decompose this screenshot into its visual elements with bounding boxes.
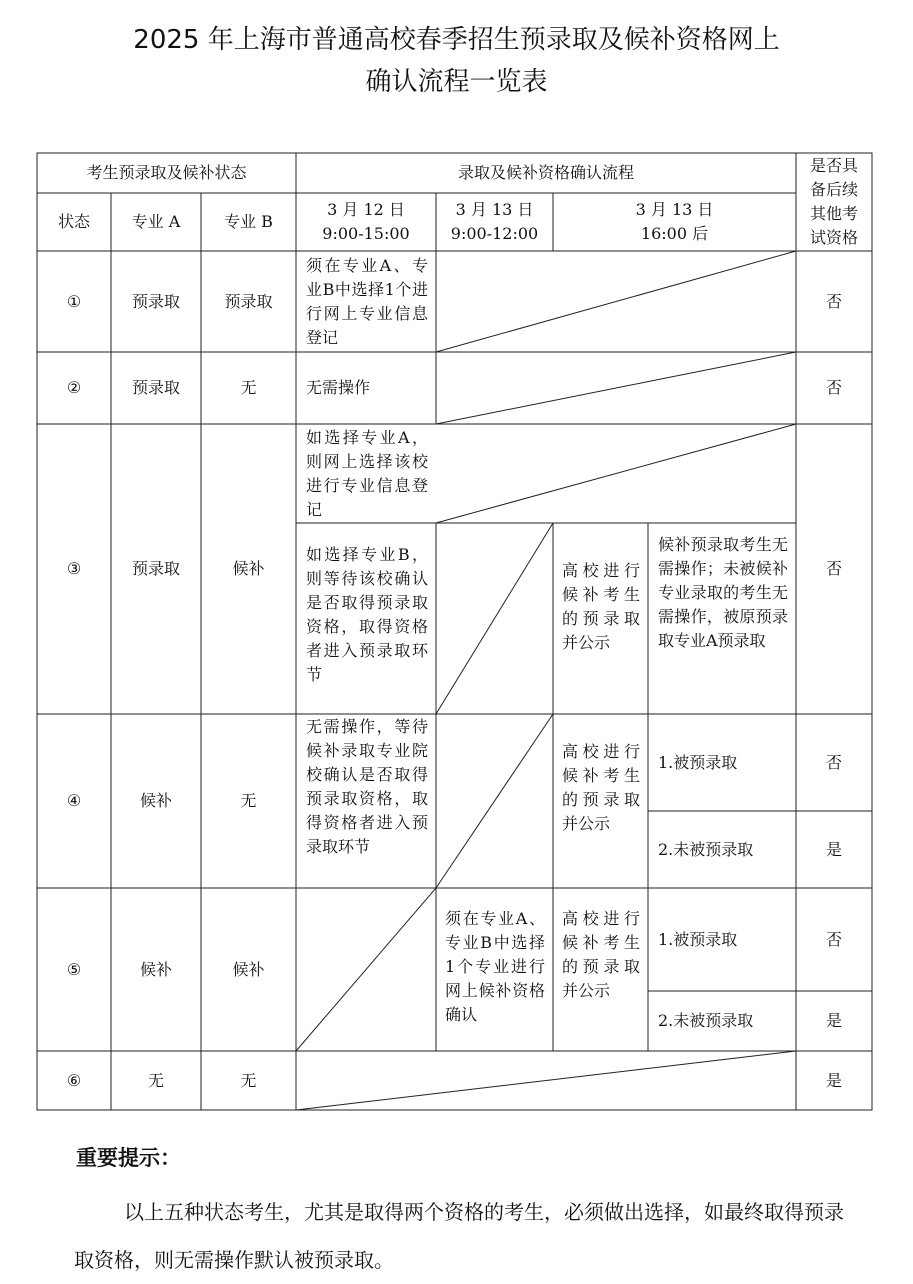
diagonal-row4	[436, 714, 553, 888]
header-col-major-b: 专业 B	[224, 212, 273, 231]
row5-outcome-2-text: 2.未被预录取	[658, 1011, 754, 1030]
row1-status: ①	[66, 291, 82, 311]
row6-major-b: 无	[240, 1070, 257, 1090]
row4-step1: 无需操作，等待候补录取专业院校确认是否取得预录取资格，取得资格者进入预录取环节	[306, 717, 428, 856]
row1-step1: 须在专业A、专业B中选择1个进行网上专业信息登记	[306, 256, 428, 347]
row5-step2: 须在专业A、专业B中选择1个专业进行网上候补资格确认	[445, 909, 545, 1024]
row5-eligibility-2: 是	[825, 1011, 842, 1030]
row3-step4: 候补预录取考生无需操作；未被候补专业录取的考生无需操作，被原预录取专业A预录取	[658, 535, 788, 650]
row2-eligibility: 否	[825, 378, 842, 397]
row5-eligibility-1: 否	[825, 929, 842, 949]
diagonal-row6	[296, 1051, 796, 1110]
diagonal-row1	[436, 251, 796, 352]
row3-eligibility: 否	[825, 559, 842, 578]
row1-major-a: 预录取	[131, 291, 180, 311]
page-title-line-2: 确认流程一览表	[365, 67, 548, 97]
row3-step1-option-b: 如选择专业B，则等待该校确认是否取得预录取资格，取得资格者进入预录取环节	[306, 545, 428, 684]
header-step1-date	[296, 193, 436, 251]
row2-major-b: 无	[240, 378, 257, 397]
header-col-status: 状态	[57, 212, 90, 231]
row6-major-a: 无	[147, 1070, 164, 1090]
row4-outcome-2-text: 2.未被预录取	[658, 839, 754, 859]
header-status-group: 考生预录取及候补状态	[86, 163, 247, 182]
row5-major-a: 候补	[139, 959, 172, 979]
header-step3-date	[553, 193, 796, 251]
row5-step3: 高校进行候补考生的预录取并公示	[562, 909, 640, 1000]
row2-major-a: 预录取	[131, 378, 180, 397]
row5-outcome-2	[648, 991, 796, 1051]
row4-outcome-2	[648, 811, 796, 888]
row3-step3: 高校进行候补考生的预录取并公示	[562, 561, 640, 652]
row4-step3: 高校进行候补考生的预录取并公示	[562, 742, 640, 833]
header-step2-date	[436, 193, 553, 251]
row5-outcome-1	[648, 888, 796, 991]
row5-status: ⑤	[66, 959, 82, 979]
row6-eligibility: 是	[825, 1070, 842, 1090]
header-time3: 16:00 后	[640, 224, 709, 243]
diagonal-row2	[436, 352, 796, 424]
row4-major-a: 候补	[139, 791, 172, 810]
row3-status: ③	[66, 559, 82, 578]
diagonal-row3b	[436, 523, 553, 714]
notes-text: 以上五种状态考生，尤其是取得两个资格的考生，必须做出选择，如最终取得预录取资格，则无需操作默认被预录取。	[74, 1200, 844, 1272]
header-process-group: 录取及候补资格确认流程	[457, 163, 634, 182]
row5-outcome-1-text: 1.被预录取	[658, 929, 738, 949]
row1-major-b: 预录取	[224, 291, 273, 311]
row2-step1: 无需操作	[306, 378, 371, 397]
header-date1: 3 月 12 日	[327, 200, 405, 219]
row2-status: ②	[66, 378, 82, 397]
row3-major-a: 预录取	[131, 559, 180, 578]
notes-heading: 重要提示：	[76, 1146, 181, 1170]
header-time1: 9:00-15:00	[322, 224, 410, 243]
row3-step1-option-a: 如选择专业A，则网上选择该校进行专业信息登记	[306, 428, 428, 519]
row5-major-b: 候补	[232, 959, 265, 979]
row3-major-b: 候补	[232, 559, 265, 578]
header-col-major-a: 专业 A	[131, 212, 181, 231]
row4-eligibility-2: 是	[825, 839, 842, 859]
row4-eligibility-1: 否	[825, 752, 842, 772]
header-eligibility	[803, 153, 865, 251]
row4-outcome-1	[648, 714, 796, 811]
row4-status: ④	[66, 791, 82, 810]
row4-major-b: 无	[240, 791, 257, 810]
row1-eligibility: 否	[825, 291, 842, 311]
header-time2: 9:00-12:00	[450, 224, 539, 243]
page-title-line-1: 2025 年上海市普通高校春季招生预录取及候补资格网上	[133, 25, 780, 55]
header-date3: 3 月 13 日	[635, 200, 714, 219]
row6-status: ⑥	[66, 1070, 82, 1090]
header-eligibility-text: 是否具备后续其他考试资格	[809, 156, 858, 247]
row4-outcome-1-text: 1.被预录取	[658, 752, 738, 772]
diagonal-row5	[296, 888, 436, 1051]
diagonal-row3a	[436, 424, 796, 523]
header-date2: 3 月 13 日	[455, 200, 534, 219]
